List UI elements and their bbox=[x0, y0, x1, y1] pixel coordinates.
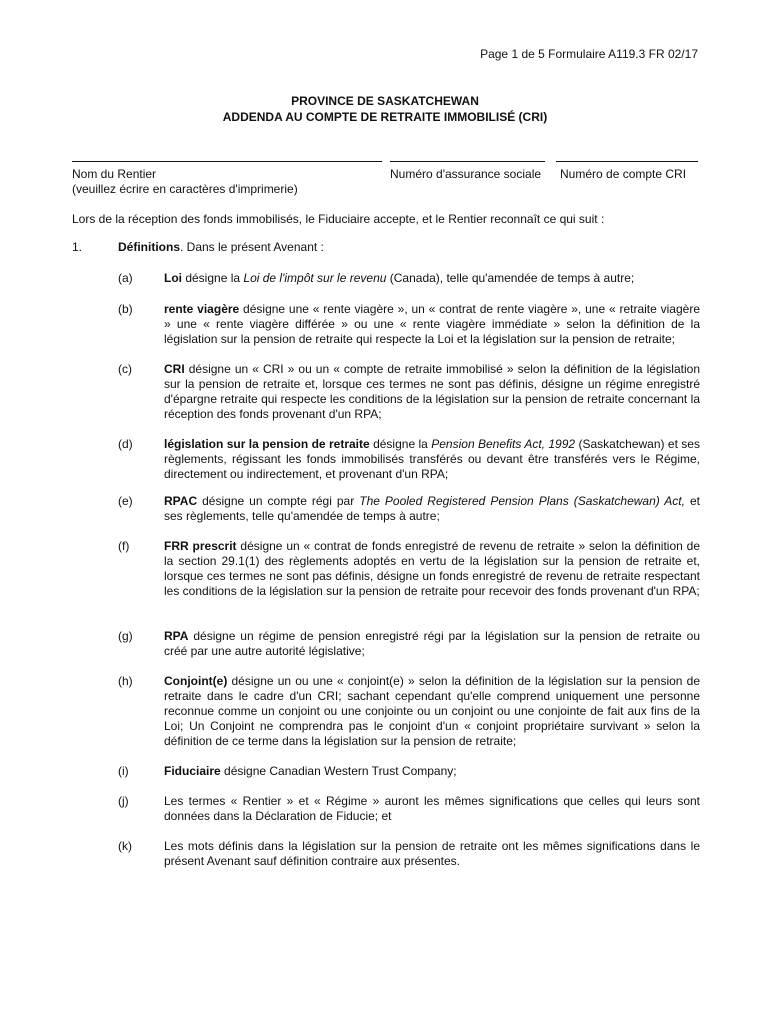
definition-term: FRR prescrit bbox=[164, 539, 237, 553]
section-title: Définitions bbox=[118, 240, 180, 254]
definition-segment: désigne la bbox=[182, 271, 244, 285]
definition-item bbox=[72, 362, 700, 422]
definition-segment: Pension Benefits Act, 1992 bbox=[431, 437, 576, 451]
definition-item bbox=[72, 539, 700, 599]
definition-letter: (c) bbox=[118, 362, 132, 376]
definition-term: Fiduciaire bbox=[164, 764, 221, 778]
definition-text bbox=[164, 271, 700, 286]
definition-term: RPAC bbox=[164, 494, 198, 508]
document-subtitle: ADDENDA AU COMPTE DE RETRAITE IMMOBILISÉ (CRI) bbox=[222, 110, 548, 124]
definition-item bbox=[72, 674, 700, 749]
definition-text bbox=[164, 674, 700, 749]
account-number-label: Numéro de compte CRI bbox=[560, 167, 687, 181]
definition-letter: (g) bbox=[118, 629, 133, 643]
definition-text bbox=[164, 362, 700, 422]
definition-segment: désigne un régime de pension enregistré régi par la législation sur la pension de retraite ou créé par une autre autorité législative; bbox=[164, 629, 700, 658]
definition-term: législation sur la pension de retraite bbox=[164, 437, 370, 451]
sin-line[interactable] bbox=[390, 161, 545, 162]
definition-segment: désigne un ou une « conjoint(e) » selon la définition de la législation sur la pension de retraite dans le cadre d'un CRI; sachant cependant qu'elle comprend uniquement une personne reconnue comme un conjoint ou une conjointe ou un conjoint ou une conjointe de fait aux fins de la Loi; Un Conjoint ne comprendra pas le conjoint d'un « conjoint propriétaire survivant » selon la définition de ce terme dans la législation sur la pension de retraite; bbox=[164, 674, 700, 748]
definition-letter: (e) bbox=[118, 494, 133, 508]
document-title: PROVINCE DE SASKATCHEWAN bbox=[291, 94, 479, 108]
definition-segment: désigne la bbox=[369, 437, 432, 451]
definition-item bbox=[72, 764, 700, 779]
annuitant-name-line[interactable] bbox=[72, 161, 382, 162]
definition-text bbox=[164, 494, 700, 524]
definition-letter: (i) bbox=[118, 764, 129, 778]
definition-item bbox=[72, 302, 700, 347]
definition-text bbox=[164, 794, 700, 824]
definition-letter: (d) bbox=[118, 437, 133, 451]
definition-segment: et ses règlements, telle qu'amendée de temps à autre; bbox=[164, 494, 700, 523]
definition-segment: désigne une « rente viagère », un « contrat de rente viagère », une « retraite viagère » une « rente viagère différée » ou une « rente viagère immédiate » selon la définition de la législation sur la pension de retraite qui respecte la Loi et la législation sur la pension de retraite; bbox=[164, 302, 701, 346]
definition-segment: désigne un « contrat de fonds enregistré de revenu de retraite » selon la définition de la section 29.1(1) des règlements adoptés en vertu de la législation sur la pension de retraite et, lorsque ces termes ne sont pas définis, désigne un fonds enregistré de revenu de retraite respectant les conditions de la législation sur la pension de retraite pour recevoir des fonds provenant d'un RPA; bbox=[164, 539, 701, 598]
definition-item bbox=[72, 839, 700, 869]
definition-segment: désigne un « CRI » ou un « compte de retraite immobilisé » selon la définition de la législation sur la pension de retraite et, lorsque ces termes ne sont pas définis, désigne un régime enregistré d'épargne retraite qui respecte les conditions de la législation sur la pension de retraite concernant la réception des fonds provenant d'un RPA; bbox=[164, 362, 700, 421]
definition-item bbox=[72, 271, 700, 286]
definition-item bbox=[72, 794, 700, 824]
definition-term: CRI bbox=[164, 362, 185, 376]
annuitant-name-note: (veuillez écrire en caractères d'imprimerie) bbox=[72, 182, 298, 196]
definition-term: Conjoint(e) bbox=[164, 674, 228, 688]
account-number-line[interactable] bbox=[556, 161, 698, 162]
definition-term: Loi bbox=[164, 271, 182, 285]
definition-letter: (h) bbox=[118, 674, 133, 688]
definition-letter: (f) bbox=[118, 539, 130, 553]
definition-text bbox=[164, 764, 700, 779]
definition-item bbox=[72, 629, 700, 659]
definition-segment: désigne Canadian Western Trust Company; bbox=[220, 764, 457, 778]
definition-term: rente viagère bbox=[164, 302, 240, 316]
definition-text bbox=[164, 539, 700, 599]
definition-text bbox=[164, 437, 700, 482]
definition-letter: (a) bbox=[118, 271, 133, 285]
definition-segment: The Pooled Registered Pension Plans (Saskatchewan) Act, bbox=[359, 494, 685, 508]
definition-segment: désigne un compte régi par bbox=[197, 494, 360, 508]
section-number: 1. bbox=[72, 240, 83, 254]
definition-segment: Les mots définis dans la législation sur la pension de retraite ont les mêmes significations dans le présent Avenant sauf définition contraire aux présentes. bbox=[164, 839, 700, 868]
definition-item bbox=[72, 494, 700, 524]
page-header: Page 1 de 5 Formulaire A119.3 FR 02/17 bbox=[480, 47, 698, 61]
definition-letter: (k) bbox=[118, 839, 132, 853]
definition-segment: (Saskatchewan) et ses règlements, régissant les fonds immobilisés transférés ou devant être transférés vers le Régime, directement ou indirectement, et provenant d'un RPA; bbox=[164, 437, 700, 481]
definition-text bbox=[164, 629, 700, 659]
annuitant-name-label: Nom du Rentier bbox=[72, 167, 157, 181]
section-title-rest: . Dans le présent Avenant : bbox=[180, 240, 324, 254]
definition-letter: (b) bbox=[118, 302, 133, 316]
definition-text bbox=[164, 839, 700, 869]
definition-segment: (Canada), telle qu'amendée de temps à autre; bbox=[386, 271, 635, 285]
definition-segment: Loi de l'impôt sur le revenu bbox=[243, 271, 387, 285]
intro-paragraph: Lors de la réception des fonds immobilisés, le Fiduciaire accepte, et le Rentier reconnaît ce qui suit : bbox=[72, 212, 605, 226]
definition-text bbox=[164, 302, 700, 347]
definition-term: RPA bbox=[164, 629, 189, 643]
definition-segment: Les termes « Rentier » et « Régime » auront les mêmes significations que celles qui leurs sont données dans la Déclaration de Fiducie; et bbox=[164, 794, 700, 823]
definition-letter: (j) bbox=[118, 794, 129, 808]
definition-item bbox=[72, 437, 700, 482]
sin-label: Numéro d'assurance sociale bbox=[390, 167, 542, 181]
